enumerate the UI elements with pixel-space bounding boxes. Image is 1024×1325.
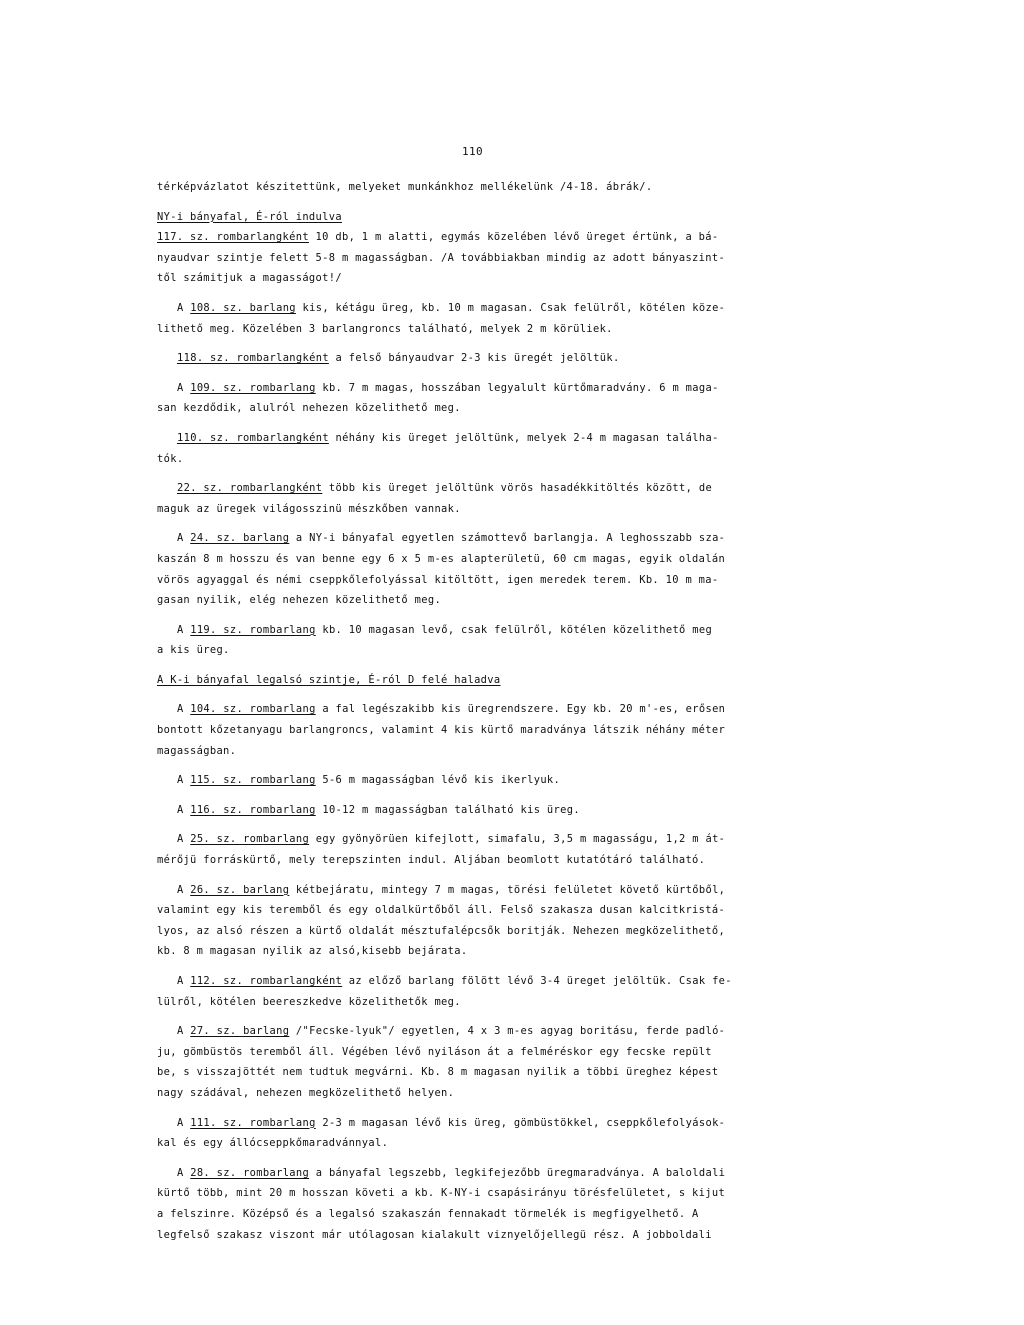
para-28-line-3: a felszinre. Középső és a legalsó szakaszán fennakadt törmelék is megfigyelhető. A	[157, 1207, 699, 1220]
para-26-line-3: lyos, az alsó részen a kürtő oldalát mésztufalépcsők boritják. Nehezen megközelithető,	[157, 924, 726, 937]
cave-number-111: 111. sz. rombarlang	[190, 1116, 316, 1129]
article: A	[177, 623, 191, 636]
cave-number-25: 25. sz. rombarlang	[190, 833, 310, 846]
section-heading-west-wall	[157, 207, 839, 228]
para-22-line-1	[157, 478, 839, 499]
para-24-line-3: vörös agyaggal és némi cseppkőlefolyással kitöltött, igen meredek terem. Kb. 10 m ma-	[157, 573, 719, 586]
para-25-text-1: egy gyönyörüen kifejlott, simafalu, 3,5 m magasságu, 1,2 m át-	[309, 833, 726, 846]
para-27-line-2: ju, gömbüstös teremből áll. Végében lévő nyiláson át a felméréskor egy fecske repült	[157, 1045, 712, 1058]
para-104-line-1	[157, 699, 839, 720]
para-117-line-3: től számitjuk a magasságot!/	[157, 272, 342, 285]
para-28-line-2: kürtő több, mint 20 m hosszan követi a kb. K-NY-i csapásirányu törésfelületet, s kijut	[157, 1187, 726, 1200]
para-26-line-2: valamint egy kis teremből és egy oldalkürtőből áll. Felső szakasza dusan kalcitkristá-	[157, 904, 726, 917]
para-112-line-2: lülről, kötélen beereszkedve közelithetők meg.	[157, 995, 461, 1008]
article: A	[177, 883, 191, 896]
para-117-line-2: nyaudvar szintje felett 5-8 m magasságban. /A továbbiakban mindig az adott bányaszint-	[157, 251, 726, 264]
para-119-line-1	[157, 620, 839, 641]
para-119-text-1: kb. 10 magasan levő, csak felülről, kötélen közelithető meg	[315, 623, 713, 636]
cave-number-117: 117. sz. rombarlangként	[157, 231, 309, 244]
para-115-line-1	[157, 770, 839, 791]
para-22-text-1: több kis üreget jelöltünk vörös hasadékkitöltés között, de	[322, 482, 713, 495]
article: A	[177, 975, 191, 987]
para-112-line-1	[157, 971, 839, 992]
article: A	[177, 803, 191, 816]
para-111-text-1: 2-3 m magasan lévő kis üreg, gömbüstökkel, cseppkőlefolyások-	[315, 1116, 726, 1129]
para-109-line-1	[157, 378, 839, 399]
page-number: 110	[462, 145, 483, 158]
cave-number-110: 110. sz. rombarlangként	[177, 431, 329, 444]
para-26-line-4: kb. 8 m magasan nyilik az alsó,kisebb bejárata.	[157, 945, 468, 958]
para-110-text-1: néhány kis üreget jelöltünk, melyek 2-4 m magasan találha-	[328, 431, 719, 444]
cave-number-108: 108. sz. barlang	[190, 301, 296, 314]
para-27-line-1	[157, 1021, 839, 1042]
article: A	[177, 381, 191, 394]
para-24-line-1	[157, 528, 839, 549]
cave-number-115: 115. sz. rombarlang	[190, 774, 316, 787]
para-28-line-4: legfelső szakasz viszont már utólagosan kialakult viznyelőjellegü rész. A jobboldali	[157, 1228, 712, 1241]
para-25-line-2: mérőjü forráskürtő, mely terepszinten indul. Aljában beomlott kutatótáró található.	[157, 854, 706, 867]
para-117-line-1	[157, 227, 839, 248]
page-body	[157, 177, 839, 1245]
cave-number-22: 22. sz. rombarlangként	[177, 482, 323, 495]
para-116-line-1	[157, 800, 839, 821]
para-24-text-1: a NY-i bányafal egyetlen számottevő barlangja. A leghosszabb sza-	[289, 532, 726, 545]
para-119-line-2: a kis üreg.	[157, 644, 230, 657]
para-26-text-1: kétbejáratu, mintegy 7 m magas, törési felületet követő kürtőből,	[289, 883, 726, 896]
cave-number-104: 104. sz. rombarlang	[190, 703, 316, 716]
para-28-line-1	[157, 1163, 839, 1184]
para-26-line-1	[157, 880, 839, 901]
para-28-text-1: a bányafal legszebb, legkifejezőbb üregmaradványa. A baloldali	[309, 1166, 726, 1179]
article: A	[177, 301, 191, 314]
cave-number-118: 118. sz. rombarlangként	[177, 352, 329, 365]
para-118-line-1	[157, 348, 839, 369]
cave-number-27: 27. sz. barlang	[190, 1025, 290, 1038]
article: A	[177, 532, 191, 545]
article: A	[177, 1116, 191, 1129]
cave-number-24: 24. sz. barlang	[190, 532, 290, 545]
para-24-line-2: kaszán 8 m hosszu és van benne egy 6 x 5 m-es alapterületü, 60 cm magas, egyik oldalán	[157, 552, 726, 565]
section-heading-west-wall-text: NY-i bányafal, É-ról indulva	[157, 210, 342, 223]
section-heading-east-wall-text: A K-i bányafal legalsó szintje, É-ról D felé haladva	[157, 673, 501, 686]
para-104-line-2: bontott kőzetanyagu barlangroncs, valamint 4 kis kürtő maradványa látszik néhány méter	[157, 724, 726, 737]
para-27-line-4: nagy szádával, nehezen megközelithető helyen.	[157, 1086, 455, 1099]
section-heading-east-wall	[157, 670, 839, 691]
para-108-text-1: kis, kétágu üreg, kb. 10 m magasan. Csak felülről, kötélen köze-	[295, 301, 726, 314]
para-22-line-2: maguk az üregek világosszinü mészkőben vannak.	[157, 502, 461, 515]
para-104-line-3: magasságban.	[157, 744, 237, 757]
para-109-text-1: kb. 7 m magas, hosszában legyalult kürtőmaradvány. 6 m maga-	[315, 381, 719, 394]
para-110-line-1	[157, 428, 839, 449]
para-112-text-1: az előző barlang fölött lévő 3-4 üreget jelöltük. Csak fe-	[342, 975, 732, 987]
para-27-line-3: be, s visszajöttét nem tudtuk megvárni. Kb. 8 m magasan nyilik a többi üreghez képest	[157, 1066, 719, 1079]
cave-number-109: 109. sz. rombarlang	[190, 381, 316, 394]
para-111-line-2: kal és egy állócseppkőmaradvánnyal.	[157, 1137, 389, 1150]
cave-number-28: 28. sz. rombarlang	[190, 1166, 310, 1179]
para-104-text-1: a fal legészakibb kis üregrendszere. Egy kb. 20 m'-es, erősen	[315, 703, 726, 716]
cave-number-116: 116. sz. rombarlang	[190, 803, 316, 816]
para-24-line-4: gasan nyilik, elég nehezen közelithető meg.	[157, 594, 442, 607]
article: A	[177, 1166, 191, 1179]
cave-number-26: 26. sz. barlang	[190, 883, 290, 896]
para-25-line-1	[157, 829, 839, 850]
intro-line: térképvázlatot készitettünk, melyeket munkánkhoz mellékelünk /4-18. ábrák/.	[157, 181, 653, 193]
para-115-text-1: 5-6 m magasságban lévő kis ikerlyuk.	[315, 774, 561, 787]
para-27-text-1: /"Fecske-lyuk"/ egyetlen, 4 x 3 m-es agyag boritásu, ferde padló-	[289, 1025, 726, 1038]
para-110-line-2: tók.	[157, 452, 184, 465]
article: A	[177, 703, 191, 716]
article: A	[177, 774, 191, 787]
para-111-line-1	[157, 1113, 839, 1134]
para-109-line-2: san kezdődik, alulról nehezen közelithető meg.	[157, 402, 461, 415]
cave-number-112: 112. sz. rombarlangként	[190, 975, 343, 987]
para-108-line-1	[157, 298, 839, 319]
para-116-text-1: 10-12 m magasságban található kis üreg.	[315, 803, 580, 816]
cave-number-119: 119. sz. rombarlang	[190, 623, 316, 636]
article: A	[177, 1025, 191, 1038]
para-118-text-1: a felső bányaudvar 2-3 kis üregét jelöltük.	[328, 352, 620, 365]
article: A	[177, 833, 191, 846]
para-108-line-2: lithető meg. Közelében 3 barlangroncs található, melyek 2 m körüliek.	[157, 322, 613, 335]
para-117-text-1: 10 db, 1 m alatti, egymás közelében lévő üreget értünk, a bá-	[308, 231, 719, 244]
